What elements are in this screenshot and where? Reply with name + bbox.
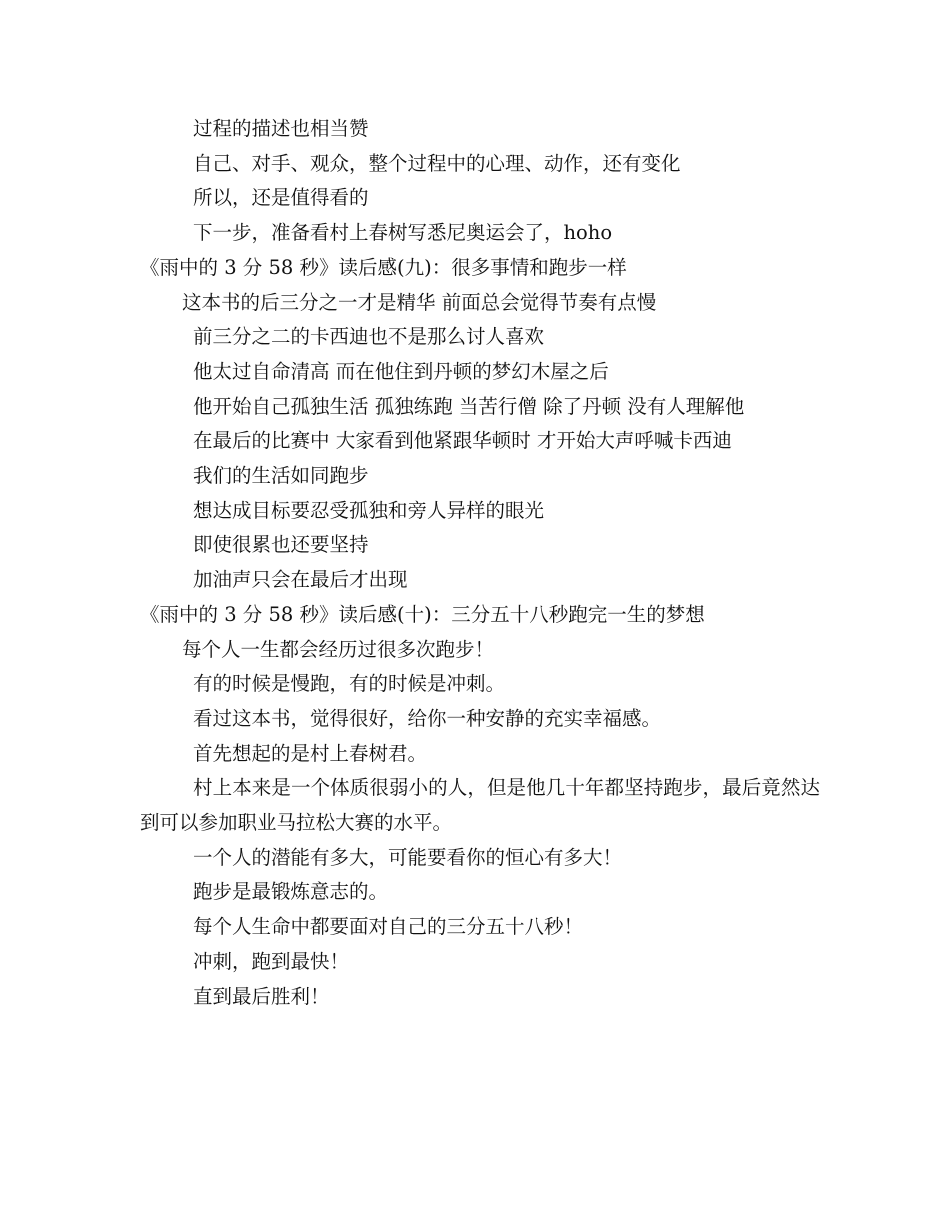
- text-line: 首先想起的是村上春树君。: [193, 741, 428, 765]
- text-line: 每个人一生都会经历过很多次跑步！: [182, 637, 495, 661]
- text-line: 自己、对手、观众，整个过程中的心理、动作，还有变化: [193, 151, 681, 175]
- text-line: 跑步是最锻炼意志的。: [193, 880, 389, 904]
- text-line: 他太过自命清高 而在他住到丹顿的梦幻木屋之后: [193, 359, 609, 383]
- text-line: 每个人生命中都要面对自己的三分五十八秒！: [193, 915, 584, 939]
- text-line: 冲刺，跑到最快！: [193, 949, 350, 973]
- text-line: 前三分之二的卡西迪也不是那么讨人喜欢: [193, 325, 545, 349]
- text-line: 想达成目标要忍受孤独和旁人异样的眼光: [193, 498, 545, 522]
- text-line: 所以，还是值得看的: [193, 186, 369, 210]
- section-heading: 《雨中的 3 分 58 秒》读后感(九)：很多事情和跑步一样: [140, 255, 627, 279]
- text-line: 我们的生活如同跑步: [193, 464, 369, 488]
- text-paragraph: 村上本来是一个体质很弱小的人，但是他几十年都坚持跑步，最后竟然达到可以参加职业马拉松大赛的水平。: [140, 776, 820, 835]
- text-line: 即使很累也还要坚持: [193, 533, 369, 557]
- text-paragraph: 他开始自己孤独生活 孤独练跑 当苦行僧 除了丹顿 没有人理解他: [193, 394, 745, 418]
- text-line: 一个人的潜能有多大，可能要看你的恒心有多大！: [193, 845, 623, 869]
- text-line: 在最后的比赛中 大家看到他紧跟华顿时 才开始大声呼喊卡西迪: [193, 429, 732, 453]
- text-line: 直到最后胜利！: [193, 984, 330, 1008]
- text-line: 有的时候是慢跑，有的时候是冲刺。: [193, 672, 506, 696]
- text-line: 下一步，准备看村上春树写悉尼奥运会了，hoho: [193, 221, 613, 245]
- text-line: 加油声只会在最后才出现: [193, 568, 408, 592]
- document-body: [140, 112, 820, 1014]
- text-line: 看过这本书，觉得很好，给你一种安静的充实幸福感。: [193, 706, 662, 730]
- section-heading: 《雨中的 3 分 58 秒》读后感(十)：三分五十八秒跑完一生的梦想: [140, 602, 705, 626]
- text-line: 过程的描述也相当赞: [193, 117, 369, 140]
- text-line: 这本书的后三分之一才是精华 前面总会觉得节奏有点慢: [182, 290, 657, 314]
